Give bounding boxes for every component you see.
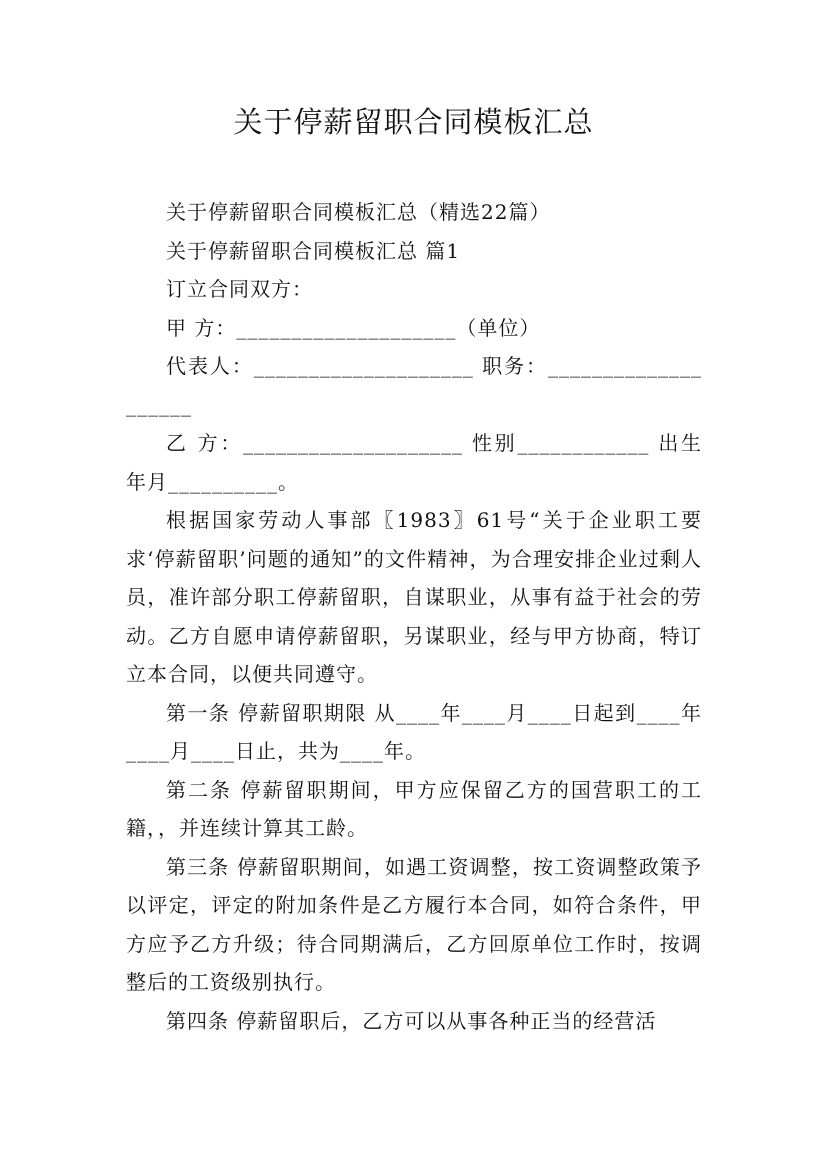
document-body [126,193,702,1040]
paragraph-article-3: 第三条 停薪留职期间，如遇工资调整，按工资调整政策予以评定，评定的附加条件是乙方履行本合同，如符合条件，甲方应予乙方升级；待合同期满后，乙方回原单位工作时，按调整后的工资级别执行。 [126,854,702,994]
paragraph-article-2: 第二条 停薪留职期间，甲方应保留乙方的国营职工的工籍，，并连续计算其工龄。 [126,777,702,840]
paragraph-party-a: 甲 方：____________________（单位） [166,315,541,340]
paragraph-party-b: 乙 方：____________________ 性别____________ 出生年月__________。 [126,431,702,494]
paragraph-article-4: 第四条 停薪留职后，乙方可以从事各种正当的经营活 [166,1008,657,1033]
paragraph-representative: 代表人：____________________ 职务：____________________ [126,354,702,417]
paragraph-subtitle: 关于停薪留职合同模板汇总（精选22篇） [166,200,551,224]
paragraph-section-heading: 关于停薪留职合同模板汇总 篇1 [166,238,461,263]
paragraph-parties-heading: 订立合同双方： [166,277,313,301]
paragraph-basis: 根据国家劳动人事部〖1983〗61号“关于企业职工要求‘停薪留职’问题的通知”的文件精神，为合理安排企业过剩人员，准许部分职工停薪留职，自谋职业，从事有益于社会的劳动。乙方自愿申请停薪留职，另谋职业，经与甲方协商，特订立本合同，以便共同遵守。 [126,508,702,686]
paragraph-article-1: 第一条 停薪留职期限 从____年____月____日起到____年____月____日止，共为____年。 [126,700,702,763]
document-title: 关于停薪留职合同模板汇总 [233,105,594,139]
